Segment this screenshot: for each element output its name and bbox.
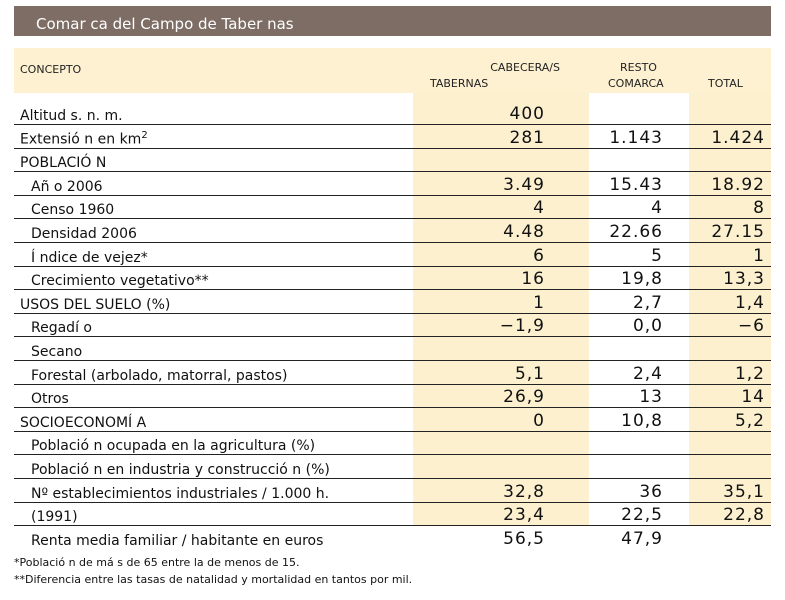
table-row [14, 361, 771, 385]
cell-v1: 400 [509, 104, 545, 124]
row-label [31, 391, 69, 407]
row-label-text: Secano [31, 344, 83, 360]
table-row [14, 290, 771, 314]
table-row [14, 313, 771, 337]
header-resto-line2: COMARCA [608, 77, 664, 90]
cell-v2: 13 [639, 387, 663, 408]
cell-v2: 19,8 [621, 269, 663, 290]
row-label [31, 226, 137, 242]
row-label-text: Forestal (arbolado, matorral, pastos) [31, 367, 288, 384]
table-title: Comar ca del Campo de Taber nas [36, 15, 294, 33]
row-label-text: Añ o 2006 [31, 178, 103, 195]
cell-v2: 47,9 [621, 528, 663, 549]
table-row [14, 243, 771, 267]
row-label-text: Otros [31, 391, 69, 408]
cell-v1: 0 [533, 410, 545, 431]
row-label [31, 344, 82, 360]
row-label [20, 108, 123, 124]
row-label-text: Població n en industria y construcció n (%) [31, 462, 330, 478]
table-row [14, 479, 771, 503]
table-row [14, 195, 771, 219]
cell-v3: 1,4 [734, 292, 765, 313]
table-title-bar [14, 6, 771, 36]
table-row [14, 526, 771, 550]
header-cabecera-line1: CABECERA/S [490, 61, 560, 74]
table-row [14, 431, 771, 455]
row-label [31, 368, 287, 384]
cell-v3: −6 [737, 316, 765, 337]
cell-v2: 15.43 [609, 174, 663, 195]
row-label-text: Densidad 2006 [31, 226, 137, 242]
row-label [31, 202, 114, 218]
header-total: TOTAL [708, 77, 743, 90]
row-label-text: Extensió n en km [20, 131, 142, 148]
row-label [20, 297, 170, 313]
cell-v1: 6 [533, 245, 545, 266]
cell-v1: 4 [533, 198, 545, 219]
table-row [14, 101, 771, 125]
cell-v2: 4 [651, 198, 663, 219]
cell-v2: 36 [639, 481, 663, 502]
cell-v1: 1 [533, 292, 545, 313]
cell-v1: 23,4 [503, 505, 545, 526]
cell-v1: 5,1 [514, 363, 545, 384]
cell-v3: 18.92 [711, 174, 765, 195]
cell-v3: 14 [741, 387, 765, 408]
table-row [14, 455, 771, 479]
row-label [20, 415, 146, 431]
cell-v1: 16 [521, 269, 545, 290]
cell-v3: 35,1 [723, 481, 765, 502]
table-row [14, 125, 771, 149]
row-label [20, 130, 148, 148]
cell-v3: 8 [753, 198, 765, 219]
cell-v1: 56,5 [503, 528, 545, 549]
header-concepto: CONCEPTO [20, 63, 82, 76]
row-label-text: Nº establecimientos industriales / 1.000 h. [31, 485, 330, 502]
cell-v1: 3.49 [503, 174, 545, 195]
footnote-1: *Població n de má s de 65 entre la de menos de 15. [14, 556, 300, 569]
table-row [14, 337, 771, 361]
cell-v1: 281 [509, 127, 545, 148]
table-row [14, 502, 771, 526]
table-header [14, 48, 771, 93]
cell-v2: 2,4 [632, 363, 663, 384]
cell-v3: 1.424 [711, 127, 765, 148]
row-label [31, 509, 78, 525]
cell-v3: 27.15 [711, 222, 765, 242]
cell-v1: 26,9 [503, 387, 545, 408]
cell-v1: 4.48 [503, 222, 545, 242]
table-row [14, 219, 771, 243]
table-row [14, 408, 771, 432]
row-label [31, 486, 329, 502]
row-label [31, 462, 330, 478]
row-label [31, 250, 148, 266]
row-label-text: Í ndice de vejez* [31, 249, 148, 266]
cell-v3: 13,3 [723, 269, 765, 290]
cell-v3: 1,2 [734, 363, 765, 384]
row-label [31, 438, 315, 454]
cell-v1: −1,9 [499, 316, 545, 337]
cell-v2: 22,5 [621, 505, 663, 526]
row-label-text: USOS DEL SUELO (%) [20, 296, 171, 313]
table-row [14, 172, 771, 196]
cell-v2: 2,7 [632, 292, 663, 313]
row-label-text: Renta media familiar / habitante en euros [31, 532, 324, 549]
cell-v3: 22,8 [723, 505, 765, 526]
cell-v2: 10,8 [621, 410, 663, 431]
row-label [31, 320, 92, 336]
row-label-text: Població n ocupada en la agricultura (%) [31, 438, 316, 455]
row-label-text: (1991) [31, 509, 78, 526]
row-label-text: Altitud s. n. m. [20, 108, 123, 124]
row-label-superscript: 2 [141, 129, 148, 141]
row-label [20, 155, 106, 171]
footnote-2: **Diferencia entre las tasas de natalidad y mortalidad en tantos por mil. [14, 573, 413, 586]
cell-v2: 22.66 [609, 222, 663, 242]
cell-v2: 0,0 [632, 316, 663, 337]
row-label-text: Regadí o [31, 320, 92, 337]
header-resto-line1: RESTO [620, 61, 657, 74]
table-row [14, 266, 771, 290]
row-label-text: SOCIOECONOMÍ A [20, 414, 147, 431]
cell-v2: 5 [651, 245, 663, 266]
row-label-text: Censo 1960 [31, 202, 115, 219]
table-row [14, 384, 771, 408]
row-label-text: Crecimiento vegetativo** [31, 273, 209, 290]
header-cabecera-line2: TABERNAS [430, 77, 489, 90]
table-row [14, 148, 771, 172]
row-label [31, 273, 209, 289]
cell-v2: 1.143 [609, 127, 663, 148]
row-label [31, 179, 103, 195]
row-label [31, 533, 323, 549]
cell-v1: 32,8 [503, 481, 545, 502]
cell-v3: 5,2 [734, 410, 765, 431]
cell-v3: 1 [753, 245, 765, 266]
row-label-text: POBLACIÓ N [20, 155, 107, 172]
